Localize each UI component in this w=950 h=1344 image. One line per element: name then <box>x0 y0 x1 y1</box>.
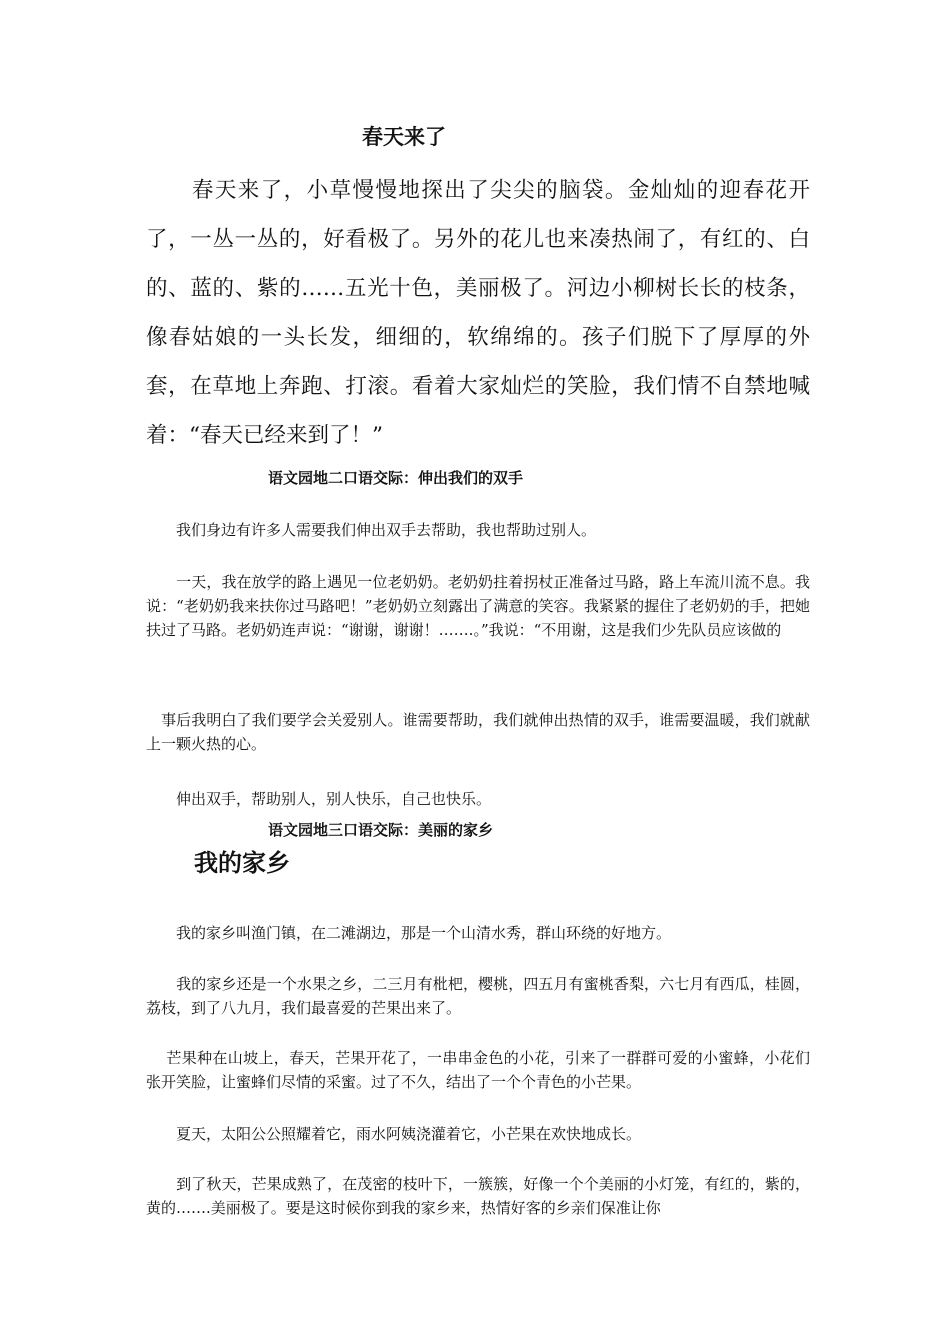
paragraph-hometown-spring: 芒果种在山坡上，春天，芒果开花了，一串串金色的小花，引来了一群群可爱的小蜜蜂，小花们张开笑脸，让蜜蜂们尽情的采蜜。过了不久，结出了一个个青色的小芒果。 <box>146 1049 810 1091</box>
paragraph-help-conclusion: 伸出双手，帮助别人，别人快乐，自己也快乐。 <box>146 790 492 808</box>
paragraph-hometown-summer: 夏天，太阳公公照耀着它，雨水阿姨浇灌着它，小芒果在欢快地成长。 <box>146 1125 642 1143</box>
paragraph-hometown-fruits: 我的家乡还是一个水果之乡，二三月有枇杷，樱桃，四五月有蜜桃香梨，六七月有西瓜，桂圆，荔枝，到了八九月，我们最喜爱的芒果出来了。 <box>146 975 810 1017</box>
paragraph-help-reflection: 事后我明白了我们要学会关爱别人。谁需要帮助，我们就伸出热情的双手，谁需要温暖，我们就献上一颗火热的心。 <box>146 711 810 753</box>
title-hometown: 我的家乡 <box>194 848 290 877</box>
heading-lesson-three: 语文园地三口语交际：美丽的家乡 <box>268 821 494 839</box>
title-spring: 春天来了 <box>362 124 446 149</box>
heading-lesson-two: 语文园地二口语交际：伸出我们的双手 <box>268 469 524 487</box>
paragraph-help-intro: 我们身边有许多人需要我们伸出双手去帮助，我也帮助过别人。 <box>146 521 597 539</box>
paragraph-hometown-autumn: 到了秋天，芒果成熟了，在茂密的枝叶下，一簇簇，好像一个个美丽的小灯笼，有红的，紫的，黄的…….美丽极了。要是这时候你到我的家乡来，热情好客的乡亲们保准让你 <box>146 1175 810 1217</box>
paragraph-help-story: 一天，我在放学的路上遇见一位老奶奶。老奶奶拄着拐杖正准备过马路，路上车流川流不息。我说：“老奶奶我来扶你过马路吧！”老奶奶立刻露出了满意的笑容。我紧紧的握住了老奶奶的手，把她扶过了马路。老奶奶连声说：“谢谢，谢谢！…….。”我说：“不用谢，这是我们少先队员应该做的 <box>146 573 810 639</box>
paragraph-hometown-intro: 我的家乡叫渔门镇，在二滩湖边，那是一个山清水秀，群山环绕的好地方。 <box>146 924 672 942</box>
paragraph-spring: 春天来了，小草慢慢地探出了尖尖的脑袋。金灿灿的迎春花开了，一丛一丛的，好看极了。另外的花儿也来凑热闹了，有红的、白的、蓝的、紫的……五光十色，美丽极了。河边小柳树长长的枝条，像春姑娘的一头长发，细细的，软绵绵的。孩子们脱下了厚厚的外套，在草地上奔跑、打滚。看着大家灿烂的笑脸，我们情不自禁地喊着：“春天已经来到了！” <box>146 178 810 448</box>
